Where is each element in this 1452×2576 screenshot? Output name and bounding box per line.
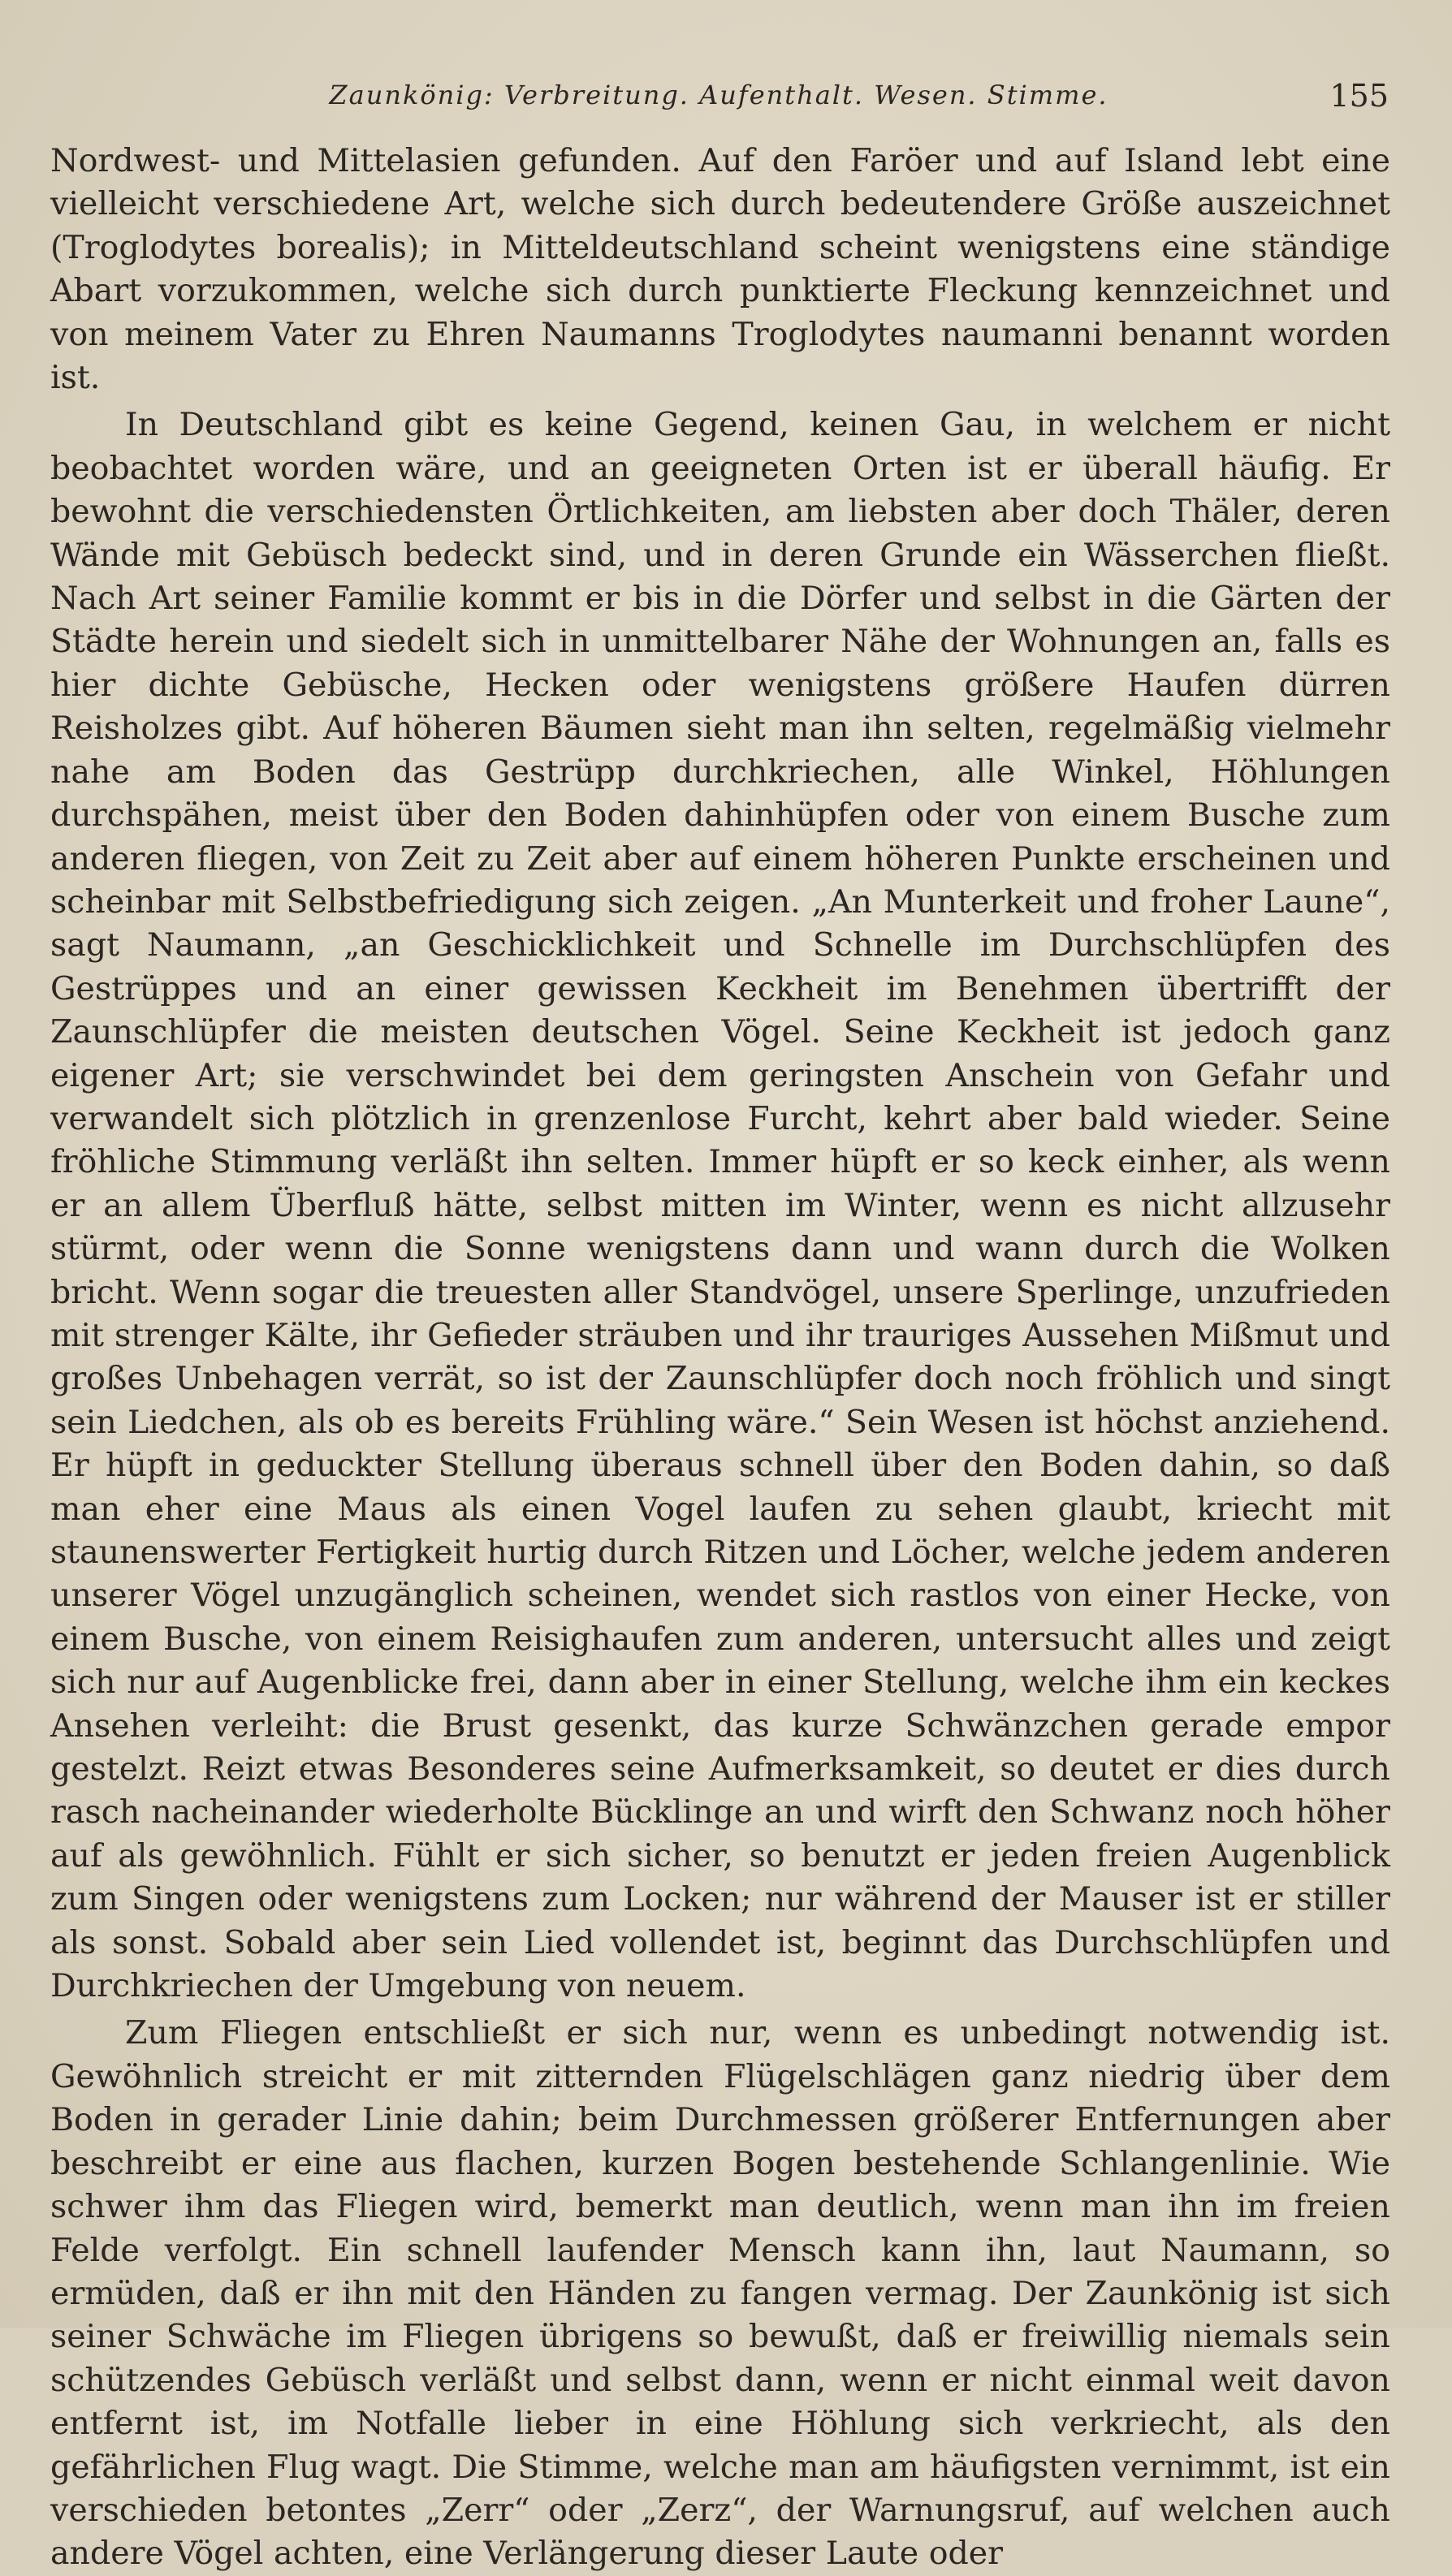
- page-number: 155: [1329, 78, 1389, 114]
- running-title: Zaunkönig: Verbreitung. Aufenthalt. Wesen. Stimme.: [329, 80, 1108, 110]
- paragraph-continuation: Nordwest- und Mittelasien gefunden. Auf den Faröer und auf Island lebt eine vielleicht verschiedene Art, welche sich durch bedeutendere Größe auszeichnet (Troglodytes borealis); in Mitteldeutschland scheint wenigstens eine ständige Abart vorzukommen, welche sich durch punktierte Fleckung kennzeichnet und von meinem Vater zu Ehren Naumanns Troglodytes naumanni benannt worden ist.: [50, 142, 1390, 397]
- body-text: [50, 140, 1390, 2576]
- paragraph-flight-voice: Zum Fliegen entschließt er sich nur, wenn es unbedingt notwendig ist. Gewöhnlich streicht er mit zitternden Flügelschlägen ganz niedrig über dem Boden in gerader Linie dahin; beim Durchmessen größerer Entfernungen aber beschreibt er eine aus flachen, kurzen Bogen bestehende Schlangenlinie. Wie schwer ihm das Fliegen wird, bemerkt man deutlich, wenn man ihn im freien Felde verfolgt. Ein schnell laufender Mensch kann ihn, laut Naumann, so ermüden, daß er ihn mit den Händen zu fangen vermag. Der Zaunkönig ist sich seiner Schwäche im Fliegen übrigens so bewußt, daß er freiwillig niemals sein schützendes Gebüsch verläßt und selbst dann, wenn er nicht einmal weit davon entfernt ist, im Notfalle lieber in eine Höhlung sich verkriecht, als den gefährlichen Flug wagt. Die Stimme, welche man am häufigsten vernimmt, ist ein verschieden betontes „Zerr“ oder „Zerz“, der Warnungsruf, auf welchen auch andere Vögel achten, eine Verlängerung dieser Laute oder: [50, 2014, 1390, 2573]
- running-head: [49, 75, 1389, 123]
- paragraph-habitat: In Deutschland gibt es keine Gegend, keinen Gau, in welchem er nicht beobachtet worden wäre, und an geeigneten Orten ist er überall häufig. Er bewohnt die verschiedensten Örtlichkeiten, am liebsten aber doch Thäler, deren Wände mit Gebüsch bedeckt sind, und in deren Grunde ein Wässerchen fließt. Nach Art seiner Familie kommt er bis in die Dörfer und selbst in die Gärten der Städte herein und siedelt sich in unmittelbarer Nähe der Wohnungen an, falls es hier dichte Gebüsche, Hecken oder wenigstens größere Haufen dürren Reisholzes gibt. Auf höheren Bäumen sieht man ihn selten, regelmäßig vielmehr nahe am Boden das Gestrüpp durchkriechen, alle Winkel, Höhlungen durchspähen, meist über den Boden dahinhüpfen oder von einem Busche zum anderen fliegen, von Zeit zu Zeit aber auf einem höheren Punkte erscheinen und scheinbar mit Selbstbefriedigung sich zeigen. „An Munterkeit und froher Laune“, sagt Naumann, „an Geschicklichkeit und Schnelle im Durchschlüpfen des Gestrüppes und an einer gewissen Keckheit im Benehmen übertrifft der Zaunschlüpfer die meisten deutschen Vögel. Seine Keckheit ist jedoch ganz eigener Art; sie verschwindet bei dem geringsten Anschein von Gefahr und verwandelt sich plötzlich in grenzenlose Furcht, kehrt aber bald wieder. Seine fröhliche Stimmung verläßt ihn selten. Immer hüpft er so keck einher, als wenn er an allem Überfluß hätte, selbst mitten im Winter, wenn es nicht allzusehr stürmt, oder wenn die Sonne wenigstens dann und wann durch die Wolken bricht. Wenn sogar die treuesten aller Standvögel, unsere Sperlinge, unzufrieden mit strenger Kälte, ihr Gefieder sträuben und ihr trauriges Aussehen Mißmut und großes Unbehagen verrät, so ist der Zaunschlüpfer doch noch fröhlich und singt sein Liedchen, als ob es bereits Frühling wäre.“ Sein Wesen ist höchst anziehend. Er hüpft in geduckter Stellung überaus schnell über den Boden dahin, so daß man eher eine Maus als einen Vogel laufen zu sehen glaubt, kriecht mit staunenswerter Fertigkeit hurtig durch Ritzen und Löcher, welche jedem anderen unserer Vögel unzugänglich scheinen, wendet sich rastlos von einer Hecke, von einem Busche, von einem Reisighaufen zum anderen, untersucht alles und zeigt sich nur auf Augenblicke frei, dann aber in einer Stellung, welche ihm ein keckes Ansehen verleiht: die Brust gesenkt, das kurze Schwänzchen gerade empor gestelzt. Reizt etwas Besonderes seine Aufmerksamkeit, so deutet er dies durch rasch nacheinander wiederholte Bücklinge an und wirft den Schwanz noch höher auf als gewöhnlich. Fühlt er sich sicher, so benutzt er jeden freien Augenblick zum Singen oder wenigstens zum Locken; nur während der Mauser ist er stiller als sonst. Sobald aber sein Lied vollendet ist, beginnt das Durchschlüpfen und Durchkriechen der Umgebung von neuem.: [50, 406, 1390, 2005]
